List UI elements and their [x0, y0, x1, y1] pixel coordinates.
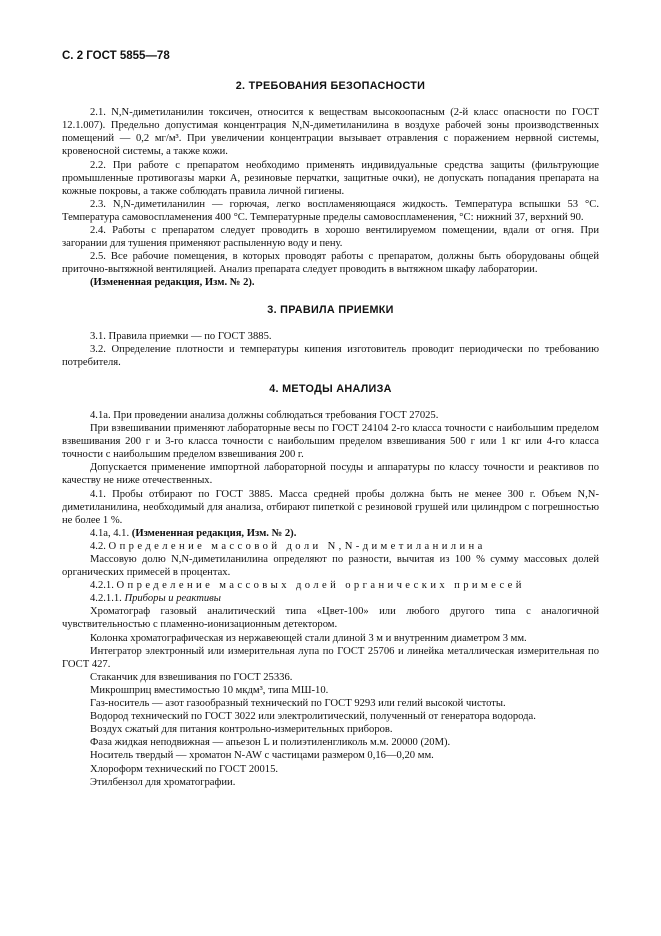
clause-title-4-2-1: Определение массовых долей органических примесей — [116, 580, 525, 592]
reagent-hydrogen: Водород технический по ГОСТ 3022 или электролитический, полученный от генератора водорода. — [90, 711, 536, 723]
amendment-ref: 4.1а, 4.1. — [90, 527, 130, 539]
section-title-safety: 2. ТРЕБОВАНИЯ БЕЗОПАСНОСТИ — [235, 80, 426, 93]
paragraph-4-1: 4.1. Пробы отбирают по ГОСТ 3885. Масса средней пробы должна быть не менее 300 г. Объем N,N-диметиланилина, необходимый для анализа, отбирают пипеткой с резиновой грушей или цилиндром с погрешностью не более 1 %. — [62, 488, 599, 526]
paragraph-mass-fraction: Массовую долю N,N-диметиланилина определяют по разности, вычитая из 100 % сумму массовых долей органических примесей в процентах. — [62, 554, 599, 579]
reagent-solid-carrier: Носитель твердый — хроматон N-AW с частицами размером 0,16—0,20 мм. — [90, 750, 434, 762]
clause-title-4-2-1-1: Приборы и реактивы — [124, 593, 221, 605]
section-title-methods: 4. МЕТОДЫ АНАЛИЗА — [269, 382, 392, 395]
section-safety — [62, 80, 599, 289]
paragraph-4-1a: 4.1а. При проведении анализа должны соблюдаться требования ГОСТ 27025. — [90, 409, 439, 421]
equipment-integrator: Интегратор электронный или измерительная лупа по ГОСТ 25706 и линейка металлическая измерительная по ГОСТ 427. — [62, 645, 599, 670]
reagent-liquid-phase: Фаза жидкая неподвижная — апьезон L и полиэтиленгликоль м.м. 20000 (20М). — [90, 737, 451, 749]
reagent-chloroform: Хлороформ технический по ГОСТ 20015. — [90, 763, 279, 775]
paragraph-imports: Допускается применение импортной лабораторной посуды и аппаратуры по классу точности и реактивов по качеству не ниже отечественных. — [62, 462, 599, 487]
equipment-beaker: Стаканчик для взвешивания по ГОСТ 25336. — [90, 671, 293, 683]
amendment-note-2: (Измененная редакция, Изм. № 2). — [90, 277, 255, 289]
paragraph-2-2: 2.2. При работе с препаратом необходимо применять индивидуальные средства защиты (фильтрующие промышленные противогазы марки А, резиновые перчатки, защитные очки), не допускать попадания препарата на кожные покровы, а также соблюдать правила личной гигиены. — [62, 159, 599, 197]
section-title-acceptance: 3. ПРАВИЛА ПРИЕМКИ — [267, 303, 394, 316]
paragraph-4-2 — [62, 540, 599, 553]
paragraph-4-2-1-1 — [62, 592, 599, 605]
clause-title-4-2: Определение массовой доли N,N-диметиланилина — [108, 540, 486, 552]
paragraph-4-2-1 — [62, 579, 599, 592]
paragraph-2-1: 2.1. N,N-диметиланилин токсичен, относится к веществам высокоопасным (2-й класс опасности по ГОСТ 12.1.007). Предельно допустимая концентрация N,N-диметиланилина в воздухе рабочей зоны производственных помещений — 0,2 мг/м³. При увеличении концентрации вызывает отравления с поражением нервной системы, кровеносной системы, а также кожи. — [62, 107, 599, 158]
clause-number-4-2-1: 4.2.1. — [90, 580, 114, 592]
amendment-note-4: (Измененная редакция, Изм. № 2). — [131, 527, 297, 539]
reagent-air: Воздух сжатый для питания контрольно-измерительных приборов. — [90, 724, 393, 736]
reagent-ethylbenzene: Этилбензол для хроматографии. — [90, 776, 236, 788]
equipment-microsyringe: Микрошприц вместимостью 10 мкдм³, типа МШ-10. — [90, 684, 329, 696]
reagent-carrier-gas: Газ-носитель — азот газообразный технический по ГОСТ 9293 или гелий высокой чистоты. — [90, 698, 506, 710]
paragraph-weighing: При взвешивании применяют лабораторные весы по ГОСТ 24104 2-го класса точности с наибольшим пределом взвешивания 200 г и 3-го класса точности с наибольшим пределом взвешивания 500 г или 1 кг или 4-го класса точности с наибольшим пределом взвешивания 200 г. — [62, 423, 599, 461]
clause-number-4-2: 4.2. — [90, 540, 106, 552]
equipment-chromatograph: Хроматограф газовый аналитический типа «Цвет-100» или любого другого типа с аналогичной чувствительностью с пламенно-ионизационным детектором. — [62, 606, 599, 631]
paragraph-3-1: 3.1. Правила приемки — по ГОСТ 3885. — [90, 330, 272, 342]
section-acceptance — [62, 304, 599, 369]
paragraph-amendment-4 — [62, 527, 599, 540]
document-page — [62, 50, 599, 789]
page-header: С. 2 ГОСТ 5855—78 — [62, 50, 170, 62]
paragraph-2-4: 2.4. Работы с препаратом следует проводить в хорошо вентилируемом помещении, вдали от огня. При загорании для тушения применяют распыленную воду и пену. — [62, 225, 599, 250]
clause-number-4-2-1-1: 4.2.1.1. — [90, 593, 122, 605]
paragraph-3-2: 3.2. Определение плотности и температуры кипения изготовитель проводит периодически по требованию потребителя. — [62, 343, 599, 368]
equipment-column: Колонка хроматографическая из нержавеющей стали длиной 3 м и внутренним диаметром 3 мм. — [90, 632, 527, 644]
section-methods — [62, 383, 599, 789]
paragraph-2-3: 2.3. N,N-диметиланилин — горючая, легко воспламеняющаяся жидкость. Температура вспышки 53 °С. Температура самовоспламенения 400 °С. Температурные пределы самовоспламенения, °С: нижний 37, верхний 90. — [62, 198, 599, 223]
paragraph-2-5: 2.5. Все рабочие помещения, в которых проводят работы с препаратом, должны быть оборудованы общей приточно-вытяжной вентиляцией. Анализ препарата следует проводить в вытяжном шкафу лаборатории. — [62, 251, 599, 276]
